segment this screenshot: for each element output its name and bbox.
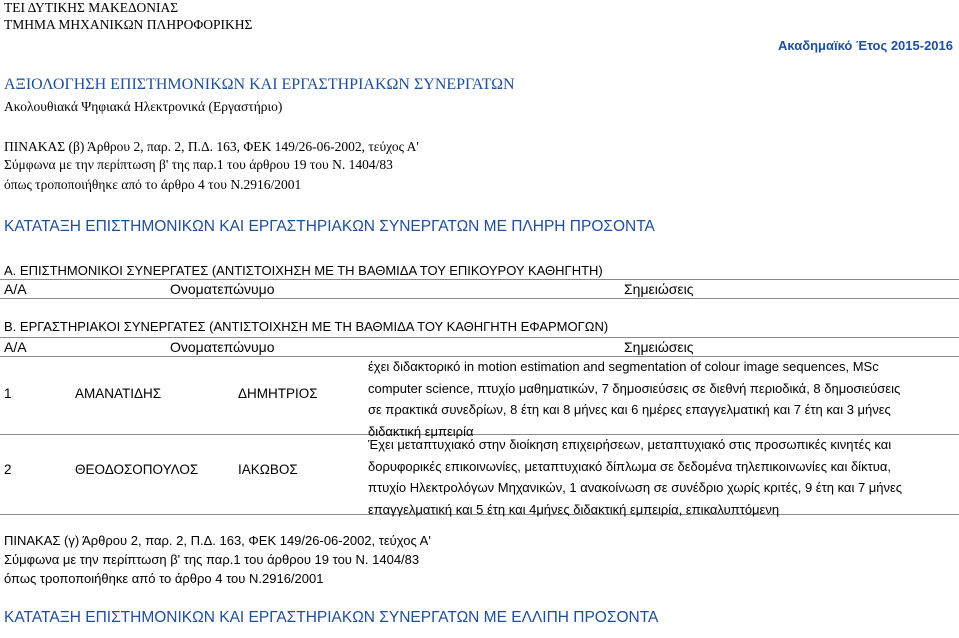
row-firstname: ΙΑΚΩΒΟΣ	[238, 462, 298, 477]
table-c-ref-line3: όπως τροποποιήθηκε από το άρθρο 4 του Ν.2916/2001	[4, 571, 324, 586]
ranking-title-full: ΚΑΤΑΤΑΞΗ ΕΠΙΣΤΗΜΟΝΙΚΩΝ ΚΑΙ ΕΡΓΑΣΤΗΡΙΑΚΩΝ ΣΥΝΕΡΓΑΤΩΝ ΜΕ ΠΛΗΡΗ ΠΡΟΣΟΝΤΑ	[4, 218, 655, 235]
col-notes-header: Σημειώσεις	[624, 281, 694, 297]
notes-line: έχει διδακτορικό in motion estimation and segmentation of colour image sequences, MSc	[368, 359, 879, 374]
table-c-ref-line1: ΠΙΝΑΚΑΣ (γ) Άρθρου 2, παρ. 2, Π.Δ. 163, ΦΕΚ 149/26-06-2002, τεύχος Α'	[4, 533, 431, 548]
section-a-header-row	[0, 279, 959, 299]
institution-line2: ΤΜΗΜΑ ΜΗΧΑΝΙΚΩΝ ΠΛΗΡΟΦΟΡΙΚΗΣ	[4, 17, 253, 32]
notes-line: Έχει μεταπτυχιακό στην διοίκηση επιχειρήσεων, μεταπτυχιακό στις προσωπικές κινητές και	[368, 437, 892, 452]
table-row	[0, 356, 959, 439]
col-name-header: Ονοματεπώνυμο	[170, 339, 275, 355]
row-notes	[368, 434, 953, 520]
section-b-title: Β. ΕΡΓΑΣΤΗΡΙΑΚΟΙ ΣΥΝΕΡΓΑΤΕΣ (ΑΝΤΙΣΤΟΙΧΗΣΗ ΜΕ ΤΗ ΒΑΘΜΙΔΑ ΤΟΥ ΚΑΘΗΓΗΤΗ ΕΦΑΡΜΟΓΩΝ)	[4, 319, 609, 334]
table-b-ref-line1: ΠΙΝΑΚΑΣ (β) Άρθρου 2, παρ. 2, Π.Δ. 163, ΦΕΚ 149/26-06-2002, τεύχος Α'	[4, 139, 419, 154]
academic-year: Ακαδημαϊκό Έτος 2015-2016	[778, 38, 953, 53]
notes-line: διδακτική εμπειρία	[368, 423, 474, 439]
row-notes	[368, 356, 953, 442]
col-num-header: Α/Α	[4, 281, 27, 297]
section-b-header-row	[0, 337, 959, 357]
notes-line: δορυφορικές επικοινωνίες, μεταπτυχιακό δίπλωμα σε δεδομένα τηλεπικοινωνίες και δίκτυα,	[368, 458, 891, 474]
notes-line: επαγγελματική και 5 έτη και 4μήνες διδακτική εμπειρία, επικαλυπτόμενη	[368, 501, 780, 517]
table-b-ref-line3: όπως τροποποιήθηκε από το άρθρο 4 του Ν.2916/2001	[4, 177, 302, 192]
row-firstname: ΔΗΜΗΤΡΙΟΣ	[238, 386, 318, 401]
notes-line: σε πρακτικά συνεδρίων, 8 έτη και 8 μήνες και 6 ημέρες επαγγελματική και 7 έτη και 3 μήνες	[368, 402, 891, 417]
section-a-title: Α. ΕΠΙΣΤΗΜΟΝΙΚΟΙ ΣΥΝΕΡΓΑΤΕΣ (ΑΝΤΙΣΤΟΙΧΗΣΗ ΜΕ ΤΗ ΒΑΘΜΙΔΑ ΤΟΥ ΕΠΙΚΟΥΡΟΥ ΚΑΘΗΓΗΤΗ)	[4, 263, 603, 278]
course-name: Ακολουθιακά Ψηφιακά Ηλεκτρονικά (Εργαστήριο)	[4, 99, 283, 114]
ranking-title-partial: ΚΑΤΑΤΑΞΗ ΕΠΙΣΤΗΜΟΝΙΚΩΝ ΚΑΙ ΕΡΓΑΣΤΗΡΙΑΚΩΝ ΣΥΝΕΡΓΑΤΩΝ ΜΕ ΕΛΛΙΠΗ ΠΡΟΣΟΝΤΑ	[4, 609, 659, 626]
row-number: 1	[4, 386, 12, 401]
col-num-header: Α/Α	[4, 339, 27, 355]
table-row	[0, 434, 959, 515]
col-notes-header: Σημειώσεις	[624, 339, 694, 355]
notes-line: computer science, πτυχίο μαθηματικών, 7 δημοσιεύσεις σε διεθνή περιοδικά, 8 δημοσιεύσεις	[368, 380, 901, 396]
table-b-ref-line2: Σύμφωνα με την περίπτωση β' της παρ.1 του άρθρου 19 του Ν. 1404/83	[4, 157, 393, 172]
row-surname: ΑΜΑΝΑΤΙΔΗΣ	[75, 386, 162, 401]
evaluation-title: ΑΞΙΟΛΟΓΗΣΗ ΕΠΙΣΤΗΜΟΝΙΚΩΝ ΚΑΙ ΕΡΓΑΣΤΗΡΙΑΚΩΝ ΣΥΝΕΡΓΑΤΩΝ	[4, 76, 515, 93]
notes-line: πτυχίο Ηλεκτρολόγων Μηχανικών, 1 ανακοίνωση σε συνέδριο χωρίς κριτές, 9 έτη και 7 μήνες	[368, 480, 903, 495]
table-c-ref-line2: Σύμφωνα με την περίπτωση β' της παρ.1 του άρθρου 19 του Ν. 1404/83	[4, 552, 420, 567]
row-number: 2	[4, 462, 12, 477]
row-surname: ΘΕΟΔΟΣΟΠΟΥΛΟΣ	[75, 462, 199, 477]
institution-line1: ΤΕΙ ΔΥΤΙΚΗΣ ΜΑΚΕΔΟΝΙΑΣ	[4, 0, 179, 15]
col-name-header: Ονοματεπώνυμο	[170, 281, 275, 297]
